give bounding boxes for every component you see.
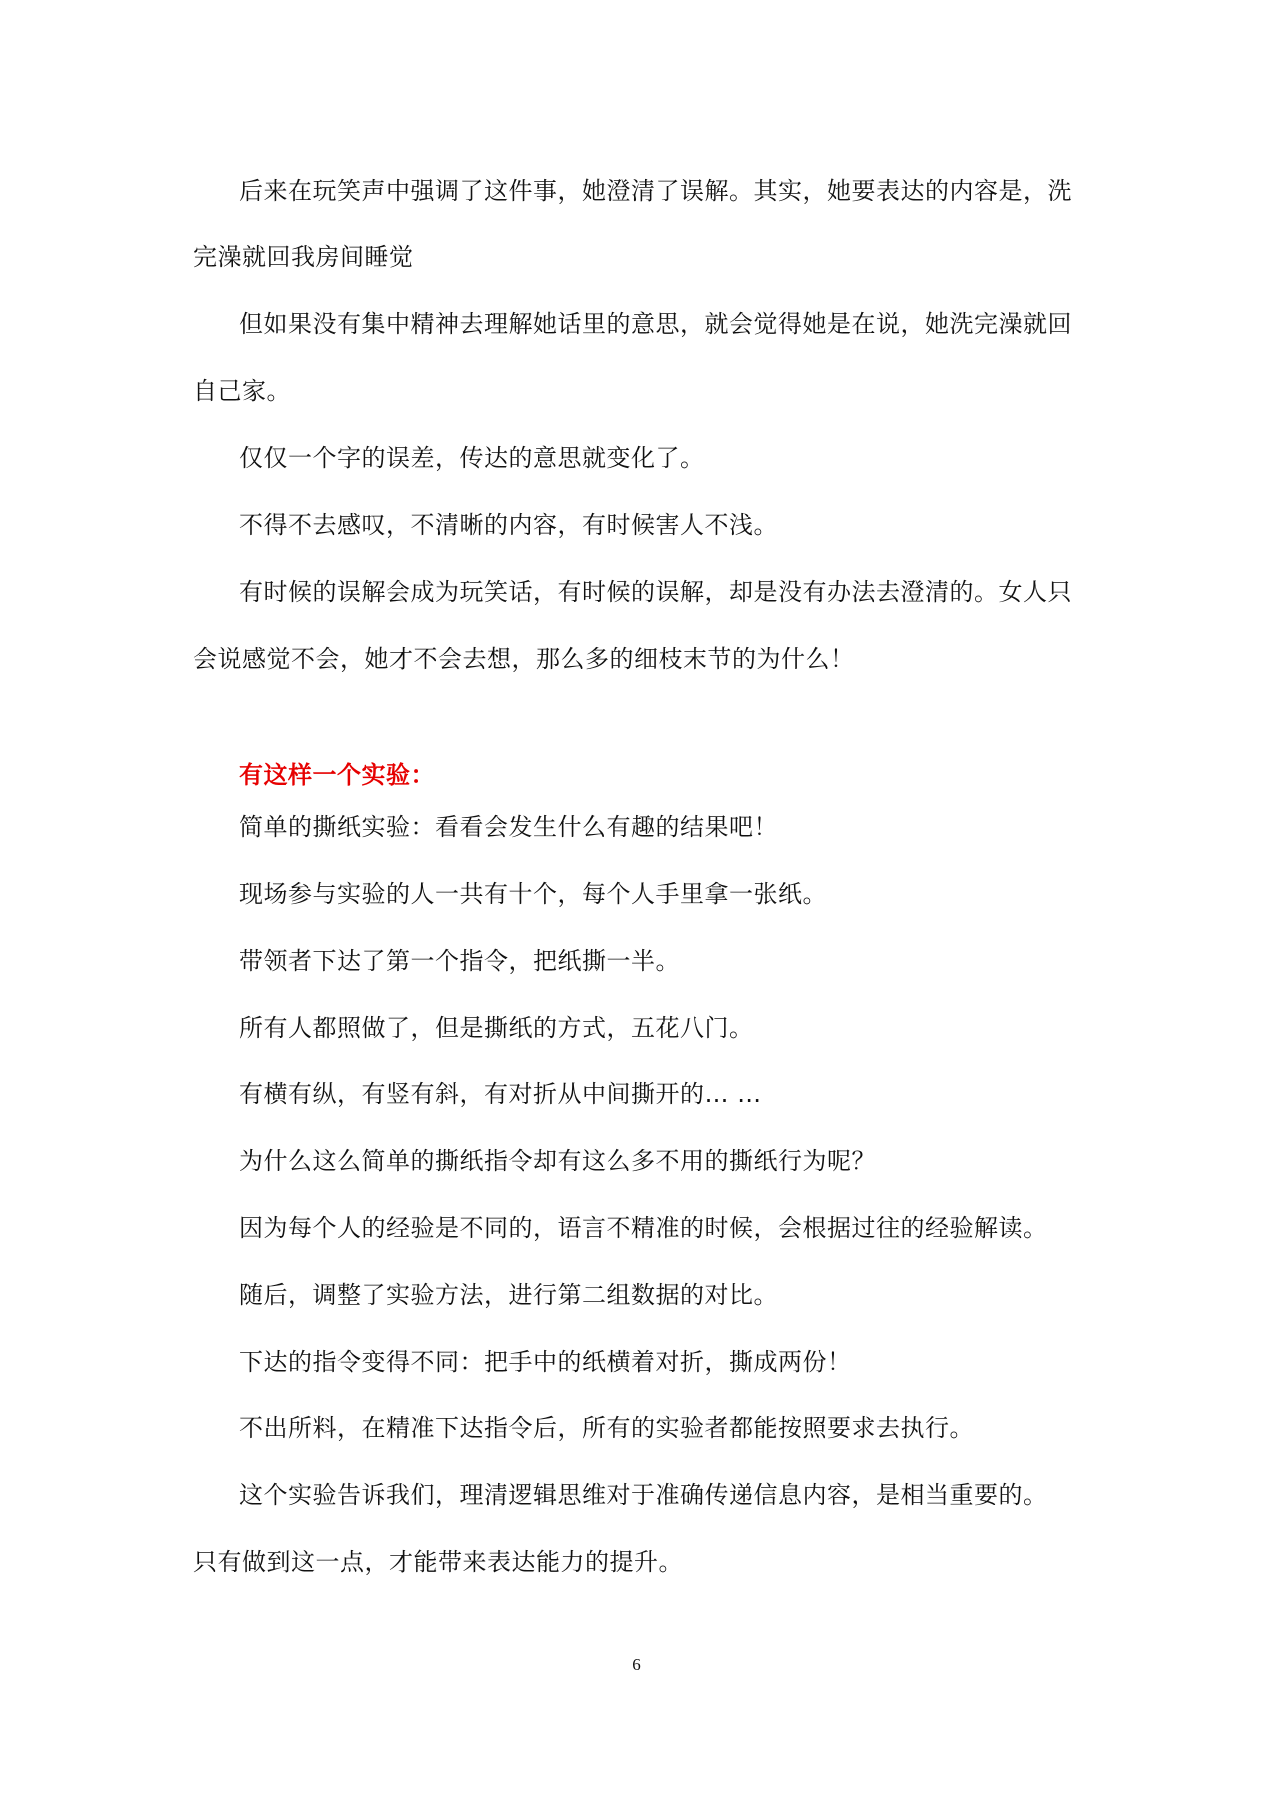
paragraph-line: 这个实验告诉我们，理清逻辑思维对于准确传递信息内容，是相当重要的。 [239,1481,1048,1509]
paragraph-line: 简单的撕纸实验：看看会发生什么有趣的结果吧！ [239,813,778,841]
paragraph-line: 下达的指令变得不同：把手中的纸横着对折，撕成两份！ [239,1348,852,1376]
paragraph-line: 不出所料，在精准下达指令后，所有的实验者都能按照要求去执行。 [239,1414,974,1442]
paragraph-line: 不得不去感叹，不清晰的内容，有时候害人不浅。 [239,511,778,539]
paragraph-line: 但如果没有集中精神去理解她话里的意思，就会觉得她是在说，她洗完澡就回 [239,310,1072,338]
paragraph-line: 因为每个人的经验是不同的，语言不精准的时候，会根据过往的经验解读。 [239,1214,1048,1242]
paragraph-line: 为什么这么简单的撕纸指令却有这么多不用的撕纸行为呢？ [239,1147,876,1175]
paragraph-line: 带领者下达了第一个指令，把纸撕一半。 [239,947,680,975]
paragraph-line: 随后，调整了实验方法，进行第二组数据的对比。 [239,1281,778,1309]
paragraph-line: 所有人都照做了，但是撕纸的方式，五花八门。 [239,1014,754,1042]
paragraph-line: 会说感觉不会，她才不会去想，那么多的细枝末节的为什么！ [193,645,855,673]
paragraph-line: 仅仅一个字的误差，传达的意思就变化了。 [239,444,705,472]
paragraph-line: 现场参与实验的人一共有十个，每个人手里拿一张纸。 [239,880,827,908]
paragraph-line: 有横有纵，有竖有斜，有对折从中间撕开的… … [239,1080,762,1108]
paragraph-line: 有时候的误解会成为玩笑话，有时候的误解，却是没有办法去澄清的。女人只 [239,578,1072,606]
page-number: 6 [632,1655,641,1674]
paragraph-line: 完澡就回我房间睡觉 [193,243,414,271]
section-heading: 有这样一个实验： [239,761,435,789]
paragraph-line: 只有做到这一点，才能带来表达能力的提升。 [193,1548,683,1576]
paragraph-line: 自己家。 [193,377,291,405]
paragraph-line: 后来在玩笑声中强调了这件事，她澄清了误解。其实，她要表达的内容是，洗 [239,177,1072,205]
